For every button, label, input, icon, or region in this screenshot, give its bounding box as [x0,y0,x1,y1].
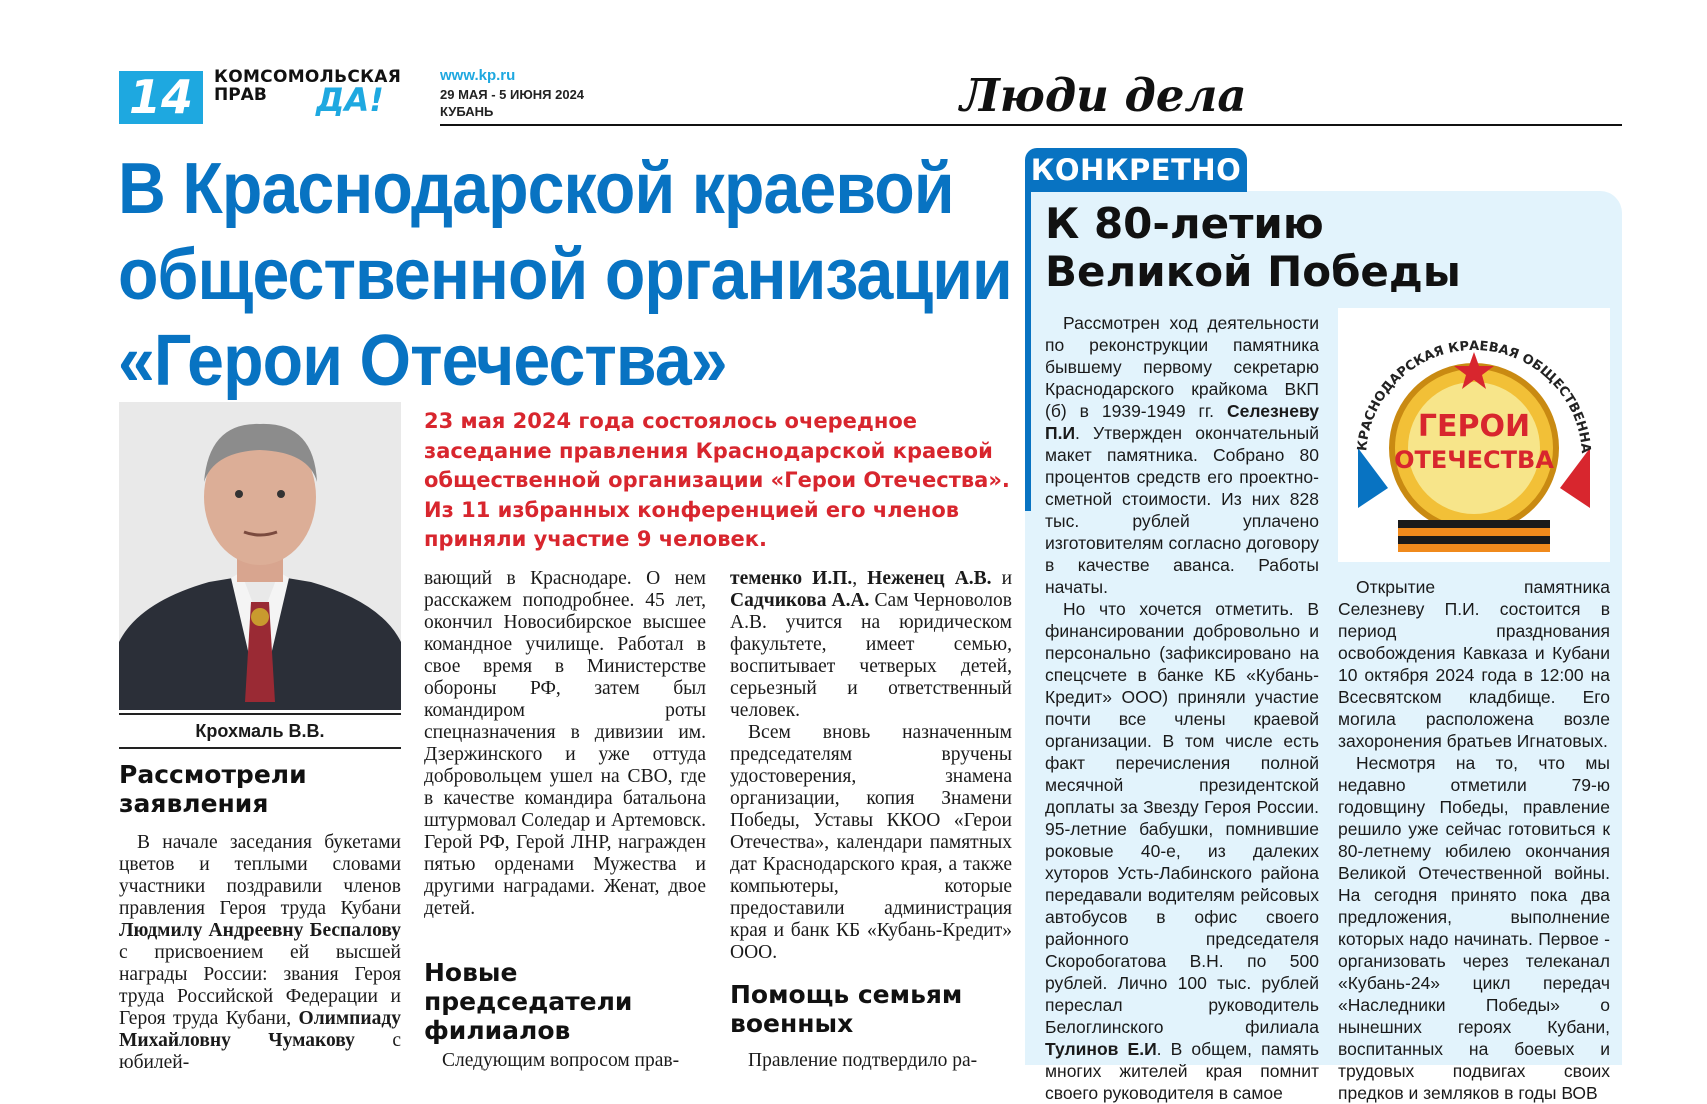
col3-paragraph-3: Правление подтвердило ра- [748,1050,978,1071]
emblem-arc-text: КРАСНОДАРСКАЯ КРАЕВАЯ ОБЩЕСТВЕННА [1355,338,1593,454]
col2-paragraph-2: Следующим вопросом прав- [442,1050,680,1071]
col3-name-2: Неженец А.В. [867,568,992,589]
sidebar-tab: КОНКРЕТНО [1025,148,1247,192]
col1-name-1: Людмилу Андреевну Беспалову [119,920,401,941]
issue-date: 29 МАЯ - 5 ИЮНЯ 2024 [440,87,585,102]
subhead-new-chairs: Новые председатели филиалов [424,958,633,1045]
headline-line-1: В Краснодарской краевой [118,149,954,229]
article-column-2 [424,568,706,920]
article-column-3-cont [730,1050,1012,1072]
article-column-2-cont [424,1050,706,1072]
sidebar-title-line-1: К 80-летию [1045,199,1324,248]
article-lead: 23 мая 2024 года состоялось очередное заседание правления Краснодарской краевой общественной организации «Герои Отечества». Из 11 избранных конференцией его членов приняли участие 9 человек. [424,409,1010,551]
col3-paragraph-1 [730,568,1012,722]
sidebar-title-line-2: Великой Победы [1045,247,1461,296]
col3-name-3: Садчикова А.А. [730,590,870,611]
sidebar-right-paragraph-1: Открытие памятника Селезневу П.И. состоится в период празднования освобождения Кавказа и Кубани 10 октября 2024 года в 12:00 на Всесвятском кладбище. Его могила расположена возле захоронения братьев Игнатовых. [1338,577,1610,751]
page-number: 14 [119,71,203,124]
article-column-1 [119,832,401,1074]
sidebar-left-name-1: Селезневу П.И [1045,401,1319,443]
article-column-3 [730,568,1012,964]
photo-caption: Крохмаль В.В. [119,713,401,749]
headline-line-2: общественной организации [118,235,1012,315]
emblem-word-1: ГЕРОИ [1417,409,1531,444]
section-title: Люди дела [960,69,1247,122]
subhead-military-families: Помощь семьям военных [730,980,963,1038]
emblem-logo [1338,308,1610,562]
col3-name-1: теменко И.П. [730,568,853,589]
sidebar-column-right [1338,576,1610,1104]
col3-sep-2: и [991,568,1012,589]
sidebar-left-text-2a: Но что хочется отметить. В финансировании добровольно и персонально (зафиксировано на спецсчете в банке КБ «Кубань-Кредит» ООО) приняли участие почти все члены краевой организации. В том числе есть факт перечисления полной месячной президентской доплаты за Звезду Героя России. 95-летние бабушки, помнившие роковые 40-е, из далеких хуторов Усть-Лабинского района передавали водителям рейсовых автобусов в офис своего районного председателя Скоробогатова В.Н. по 500 рублей. Лично 100 тыс. рублей переслал руководитель Белоглинского филиала [1045,599,1319,1037]
col1-text-d: с юбилей- [119,1030,401,1073]
site-url: www.kp.ru [440,67,516,84]
header-rule [440,124,1622,126]
portrait-illustration [119,402,401,710]
newspaper-logo-line1: КОМСОМОЛЬСКАЯ [214,67,402,87]
col3-sep-1: , [852,568,868,589]
portrait-photo [119,402,401,710]
col1-paragraph [119,832,401,1074]
headline-line-3: «Герои Отечества» [118,321,727,401]
sidebar-left-name-2: Тулинов Е.И [1045,1039,1157,1059]
subhead-applications: Рассмотрели заявления [119,760,307,818]
sidebar-column-left [1045,312,1319,1104]
organization-emblem [1338,308,1610,562]
col1-name-2: Олимпиаду Михайловну Чумакову [119,1008,401,1051]
sidebar-left-text-c: . Утвержден окончательный макет памятника. Собрано 80 процентов средств его проектно-сметной стоимости. Из них 828 тыс. рублей уплачено изготовителям согласно договору в качестве аванса. Работы начаты. [1045,423,1319,597]
col3-paragraph-2: Всем вновь назначенным председателям вручены удостоверения, знамена организации, копия Знамени Победы, Уставы ККОО «Герои Отечества», календари памятных дат Краснодарского края, а также компьютеры, которые предоставили администрация края и банк КБ «Кубань-Кредит» ООО. [730,722,1012,963]
sidebar-title [1045,200,1461,296]
col2-paragraph-1: вающий в Краснодаре. О нем расскажем поподробнее. 45 лет, окончил Новосибирское высшее командное училище. Работал в свое время в Министерстве обороны РФ, затем был командиром роты спецназначения в дивизии им. Дзержинского и уже оттуда добровольцем ушел на СВО, где в качестве командира батальона штурмовал Соледар и Артемовск. Герой РФ, Герой ЛНР, награжден пятью орденами Мужества и другими наградами. Женат, двое детей. [424,568,706,919]
emblem-word-2: ОТЕЧЕСТВА [1394,446,1554,474]
col1-text-c: с присвоением ей высшей награды России: звания Героя труда Российской Федерации и Героя труда Кубани, [119,942,401,1029]
col3-text-d: Сам Черноволов А.В. учится на юридическом факультете, имеет семью, воспитывает четверых детей, серьезный и ответственный человек. [730,590,1012,721]
sidebar-left-text-a: Рассмотрен ход деятельности по реконструкции памятника бывшему первому секретарю Краснодарского крайкома ВКП (б) в 1939-1949 гг. [1045,313,1319,421]
region-label: КУБАНЬ [440,104,494,119]
newspaper-logo-da: ДА! [316,81,384,119]
sidebar-left-paragraph-1 [1045,312,1319,598]
sidebar-left-text-2c: . В общем, память многих жителей края помнит своего руководителя в самое [1045,1039,1319,1103]
sidebar-left-paragraph-2 [1045,598,1319,1104]
newspaper-logo-line2: ПРАВ [214,85,267,105]
article-headline [118,146,1012,404]
sidebar-right-paragraph-2: Несмотря на то, что мы недавно отметили 79-ю годовщину Победы, правление решило уже сейчас готовиться к 80-летнему юбилею окончания Великой Отечественной войны. На сегодня принято пока два предложения, выполнение которых надо начинать. Первое - организовать через телеканал «Кубань-24» цикл передач «Наследники Победы» о нынешних героях Кубани, воспитанных на боевых и трудовых подвигах своих предков и земляков в годы ВОВ [1338,753,1610,1103]
col1-text-a: В начале заседания букетами цветов и теплыми словами участники поздравили членов правления Героя труда Кубани [119,832,401,919]
sidebar-stripe [1025,191,1031,511]
